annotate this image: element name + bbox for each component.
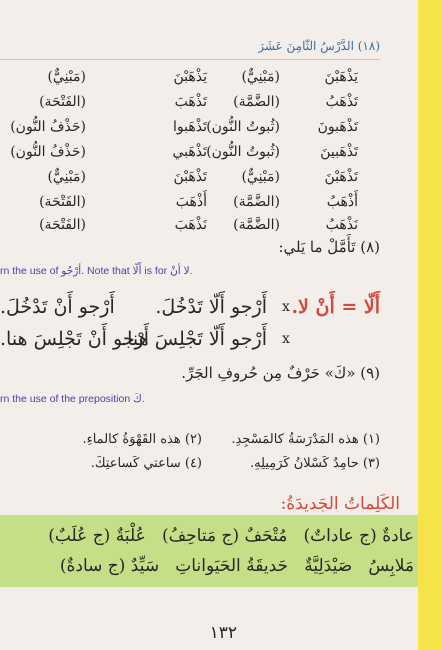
table-cell: تَذْهَبَ <box>174 94 207 110</box>
table-cell: أَذْهَبُ <box>326 194 358 210</box>
table-cell: (حَذْفُ النُّون) <box>10 144 86 160</box>
vocab-row-1: عادةٌ (ج عاداتٌ) مُتْحَفٌ (ج مَتاحِفُ) عُلْبَةٌ (ج عُلَبٌ) <box>48 526 414 546</box>
ka-example-1: (١) هذه المَدْرَسَةُ كالمَسْجِدِ. <box>231 432 380 447</box>
table-cell: أَذْهَبَ <box>175 194 207 210</box>
table-cell: (ثُبوتُ النُّون) <box>206 119 280 135</box>
table-cell: تَذْهَبينَ <box>320 144 358 160</box>
example-left-2: أَرْجو أَنْ تَجْلِسَ هنا. <box>0 328 150 350</box>
example-right-1: أَرْجو أَلّا تَدْخُلَ. <box>155 296 267 318</box>
vocab-row-2: مَلابِسُ صَيْدَلِيَّةٌ حَديقَةُ الحَيَواناتِ سَيِّدٌ (ج سادةٌ) <box>59 556 414 576</box>
example-left-1: أَرْجو أَنْ تَدْخُلَ. <box>0 296 115 318</box>
table-cell: (الفَتْحَة) <box>39 94 86 110</box>
header-divider <box>0 59 380 60</box>
table-cell: (الفَتْحَة) <box>39 194 86 210</box>
table-cell: تَذْهَبونَ <box>317 119 358 135</box>
ka-example-4: (٤) ساعتي كَساعتِكَ. <box>90 456 202 471</box>
yellow-edge-strip <box>418 0 442 650</box>
example-right-2: أَرْجو أَلّا تَجْلِسَ هنا. <box>121 328 267 350</box>
table-cell: (الضَّمَّة) <box>233 194 280 210</box>
vocab-box <box>0 515 418 587</box>
table-cell: (مَبْنِيٌّ) <box>47 169 86 185</box>
table-cell: تَذْهَبوا <box>173 119 207 135</box>
table-cell: (الضَّمَّة) <box>233 217 280 233</box>
table-cell: (مَبْنِيٌّ) <box>241 69 280 85</box>
section-9-title: (٩) «كَ» حَرْفٌ مِن حُروفِ الجَرِّ. <box>181 364 380 382</box>
table-cell: تَذْهَبي <box>172 144 207 160</box>
table-cell: يَذْهَبْنَ <box>324 69 358 85</box>
ka-example-2: (٢) هذه القَهْوَةُ كالماءِ. <box>82 432 202 447</box>
section-8-english-note: rn the use of أرْجُو. Note that أَلّا is for لا أنْ. <box>0 265 193 277</box>
ka-example-3: (٣) حامِدٌ كَسْلانُ كَرَمِيلِهِ. <box>249 456 380 471</box>
lesson-header: (١٨) الدَّرْسُ الثّامِنَ عَشَرَ <box>258 39 380 53</box>
table-cell: (الفَتْحَة) <box>39 217 86 233</box>
section-8-title: (٨) تَأَمَّلْ ما يَلي: <box>278 238 380 256</box>
table-cell: نَذْهَبُ <box>325 217 358 233</box>
table-cell: تَذْهَبْنَ <box>173 169 207 185</box>
table-cell: نَذْهَبَ <box>174 217 207 233</box>
table-cell: تَذْهَبُ <box>325 94 358 110</box>
page-number: ١٣٢ <box>209 623 237 643</box>
table-cell: (ثُبوتُ النُّون) <box>206 144 280 160</box>
table-cell: يَذْهَبْنَ <box>173 69 207 85</box>
table-cell: (حَذْفُ النُّون) <box>10 119 86 135</box>
contrast-x-1: x <box>282 299 290 315</box>
new-words-title: الكَلِماتُ الجَديدَةُ: <box>280 494 400 514</box>
contrast-x-2: x <box>282 331 290 347</box>
table-cell: (الضَّمَّة) <box>233 94 280 110</box>
section-9-english-note: rn the use of the preposition كَ. <box>0 393 145 405</box>
table-cell: تَذْهَبْنَ <box>324 169 358 185</box>
alla-formula: أَلّا = أَنْ لا. <box>291 296 380 318</box>
table-cell: (مَبْنِيٌّ) <box>241 169 280 185</box>
table-cell: (مَبْنِيٌّ) <box>47 69 86 85</box>
